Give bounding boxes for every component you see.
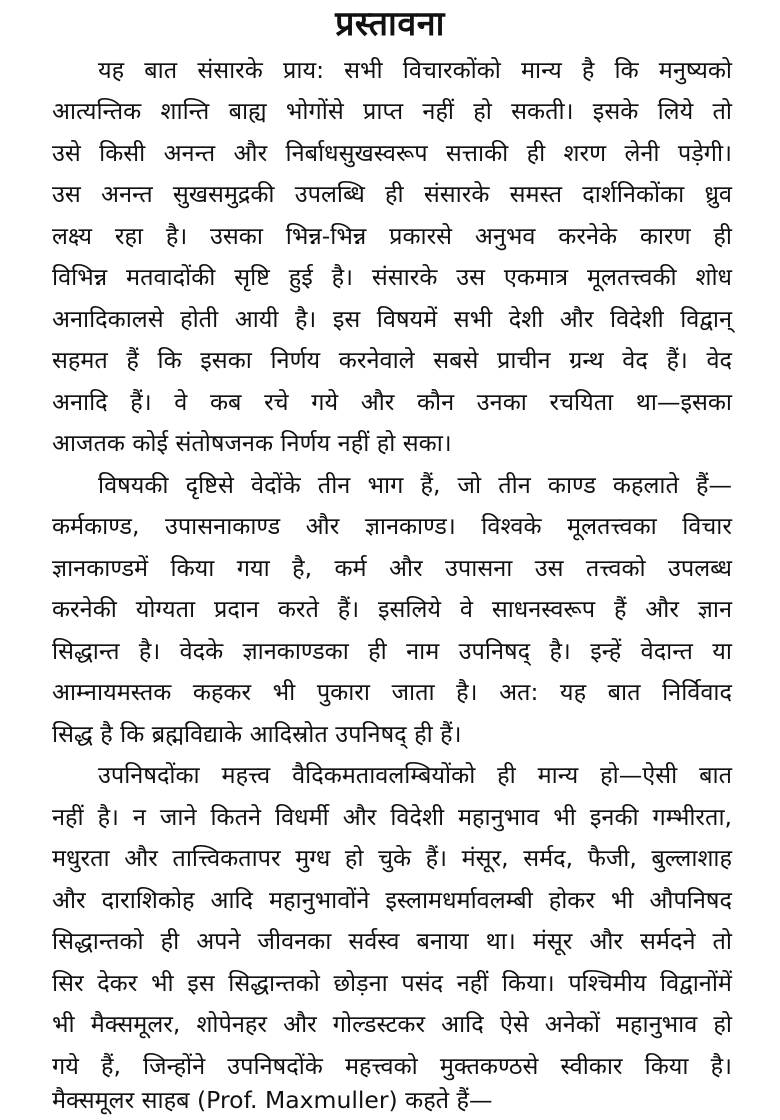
page-title: प्रस्तावना: [335, 4, 445, 44]
paragraph-1-line-5: लक्ष्य रहा है। उसका भिन्न-भिन्न प्रकारसे अनुभव करनेके कारण ही: [52, 222, 732, 250]
paragraph-1-line-8: सहमत हैं कि इसका निर्णय करनेवाले सबसे प्राचीन ग्रन्थ वेद हैं। वेद: [52, 346, 732, 374]
paragraph-3-line-9: मैक्समूलर साहब (Prof. Maxmuller) कहते हैं—: [52, 1086, 493, 1114]
paragraph-2-line-2: कर्मकाण्ड, उपासनाकाण्ड और ज्ञानकाण्ड। विश्वके मूलतत्त्वका विचार: [52, 512, 732, 540]
paragraph-1-line-10: आजतक कोई संतोषजनक निर्णय नहीं हो सका।: [52, 429, 452, 457]
paragraph-2-line-7: सिद्ध है कि ब्रह्मविद्याके आदिस्रोत उपनिषद् ही हैं।: [52, 720, 462, 748]
paragraph-3-line-7: भी मैक्समूलर, शोपेनहर और गोल्डस्टकर आदि ऐसे अनेकों महानुभाव हो: [52, 1010, 732, 1038]
paragraph-3-line-5: सिद्धान्तको ही अपने जीवनका सर्वस्व बनाया था। मंसूर और सर्मदने तो: [52, 927, 732, 955]
paragraph-1-line-3: उसे किसी अनन्त और निर्बाधसुखस्वरूप सत्ताकी ही शरण लेनी पड़ेगी।: [52, 139, 732, 167]
paragraph-3-line-3: मधुरता और तात्त्विकतापर मुग्ध हो चुके हैं। मंसूर, सर्मद, फैजी, बुल्लाशाह: [52, 844, 732, 872]
paragraph-1-line-9: अनादि हैं। वे कब रचे गये और कौन उनका रचयिता था—इसका: [52, 388, 732, 416]
paragraph-3-line-6: सिर देकर भी इस सिद्धान्तको छोड़ना पसंद नहीं किया। पश्चिमीय विद्वानोंमें: [52, 969, 732, 997]
paragraph-3-line-2: नहीं है। न जाने कितने विधर्मी और विदेशी महानुभाव भी इनकी गम्भीरता,: [52, 803, 732, 831]
paragraph-1-line-4: उस अनन्त सुखसमुद्रकी उपलब्धि ही संसारके समस्त दार्शनिकोंका ध्रुव: [52, 180, 732, 208]
paragraph-3-line-1: उपनिषदोंका महत्त्व वैदिकमतावलम्बियोंको ही मान्य हो—ऐसी बात: [98, 761, 732, 789]
paragraph-2-line-3: ज्ञानकाण्डमें किया गया है, कर्म और उपासना उस तत्त्वको उपलब्ध: [52, 554, 732, 582]
paragraph-1-line-7: अनादिकालसे होती आयी है। इस विषयमें सभी देशी और विदेशी विद्वान्: [52, 305, 732, 333]
paragraph-3-line-8: गये हैं, जिन्होंने उपनिषदोंके महत्त्वको मुक्तकण्ठसे स्वीकार किया है।: [52, 1052, 732, 1080]
paragraph-2-line-4: करनेकी योग्यता प्रदान करते हैं। इसलिये वे साधनस्वरूप हैं और ज्ञान: [52, 595, 732, 623]
paragraph-3-line-4: और दाराशिकोह आदि महानुभावोंने इस्लामधर्मावलम्बी होकर भी औपनिषद: [52, 886, 732, 914]
paragraph-1-line-1: यह बात संसारके प्राय: सभी विचारकोंको मान्य है कि मनुष्यको: [98, 56, 732, 84]
paragraph-2-line-5: सिद्धान्त है। वेदके ज्ञानकाण्डका ही नाम उपनिषद् है। इन्हें वेदान्त या: [52, 637, 732, 665]
paragraph-1-line-2: आत्यन्तिक शान्ति बाह्य भोगोंसे प्राप्त नहीं हो सकती। इसके लिये तो: [52, 97, 732, 125]
paragraph-2-line-1: विषयकी दृष्टिसे वेदोंके तीन भाग हैं, जो तीन काण्ड कहलाते हैं—: [98, 471, 732, 499]
paragraph-2-line-6: आम्नायमस्तक कहकर भी पुकारा जाता है। अत: यह बात निर्विवाद: [52, 678, 732, 706]
paragraph-1-line-6: विभिन्न मतवादोंकी सृष्टि हुई है। संसारके उस एकमात्र मूलतत्त्वकी शोध: [52, 263, 732, 291]
